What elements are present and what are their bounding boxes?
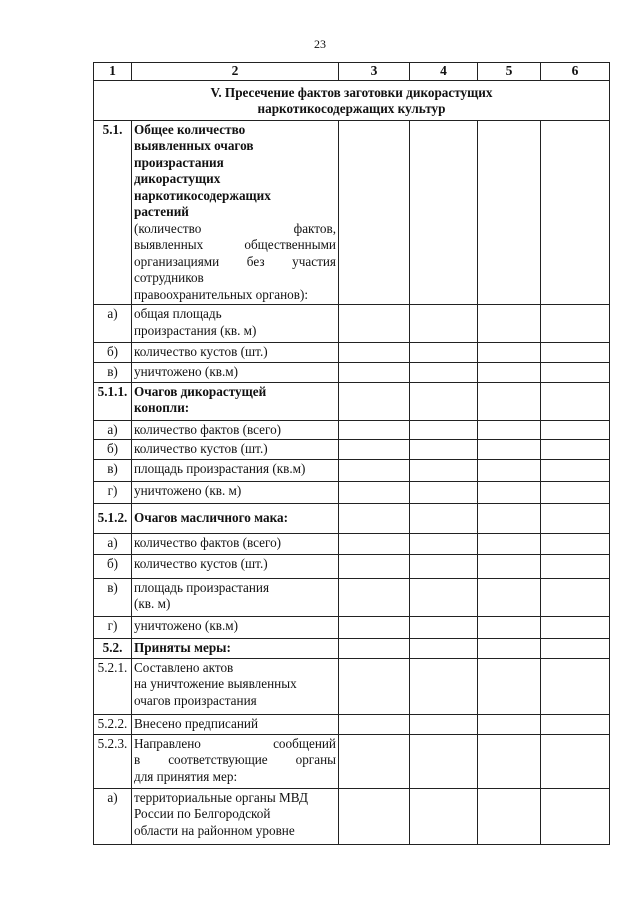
cell-empty — [478, 503, 541, 533]
row-number: а) — [94, 305, 132, 343]
row-number: в) — [94, 578, 132, 616]
cell-empty — [339, 554, 410, 578]
cell-empty — [478, 382, 541, 420]
row-label: Внесено предписаний — [132, 714, 339, 734]
row-number: 5.1.1. — [94, 382, 132, 420]
cell-empty — [410, 554, 478, 578]
cell-empty — [410, 343, 478, 363]
cell-empty — [339, 616, 410, 638]
row-label: уничтожено (кв. м) — [132, 481, 339, 503]
column-header-6: 6 — [541, 63, 610, 81]
cell-empty — [410, 305, 478, 343]
cell-empty — [339, 440, 410, 460]
row-label: площадь произрастания (кв.м) — [132, 459, 339, 481]
column-header-2: 2 — [132, 63, 339, 81]
cell-empty — [478, 120, 541, 305]
cell-empty — [478, 305, 541, 343]
cell-empty — [478, 638, 541, 658]
cell-empty — [478, 554, 541, 578]
table-row — [94, 533, 610, 554]
cell-empty — [541, 533, 610, 554]
cell-empty — [410, 382, 478, 420]
row-number: 5.1. — [94, 120, 132, 305]
row-number: в) — [94, 363, 132, 383]
row-number: 5.2. — [94, 638, 132, 658]
cell-empty — [541, 120, 610, 305]
table-row — [94, 503, 610, 533]
cell-empty — [339, 503, 410, 533]
row-number: 5.1.2. — [94, 503, 132, 533]
table-row — [94, 420, 610, 440]
table-row — [94, 788, 610, 844]
row-label: Приняты меры: — [132, 638, 339, 658]
row-number: г) — [94, 616, 132, 638]
table-row — [94, 658, 610, 714]
row-number: в) — [94, 459, 132, 481]
cell-empty — [410, 503, 478, 533]
table-row — [94, 616, 610, 638]
row-number: г) — [94, 481, 132, 503]
cell-empty — [478, 788, 541, 844]
row-number: 5.2.3. — [94, 734, 132, 788]
column-header-5: 5 — [478, 63, 541, 81]
table-row — [94, 481, 610, 503]
cell-empty — [478, 440, 541, 460]
row-label: Очагов дикорастущей конопли: — [132, 382, 339, 420]
cell-empty — [541, 714, 610, 734]
column-header-row — [94, 63, 610, 81]
cell-empty — [339, 638, 410, 658]
cell-empty — [541, 440, 610, 460]
cell-empty — [541, 363, 610, 383]
cell-empty — [478, 714, 541, 734]
cell-empty — [410, 788, 478, 844]
row-label: количество кустов (шт.) — [132, 440, 339, 460]
cell-empty — [541, 638, 610, 658]
cell-empty — [339, 305, 410, 343]
cell-empty — [478, 363, 541, 383]
cell-empty — [478, 658, 541, 714]
row-label: количество фактов (всего) — [132, 420, 339, 440]
cell-empty — [478, 481, 541, 503]
row-label: площадь произрастания (кв. м) — [132, 578, 339, 616]
row-number: а) — [94, 533, 132, 554]
row-label: количество кустов (шт.) — [132, 554, 339, 578]
cell-empty — [339, 420, 410, 440]
row-label: количество фактов (всего) — [132, 533, 339, 554]
table-row — [94, 734, 610, 788]
row-label: Общее количество выявленных очагов произрастания дикорастущих наркотикосодержащих растений (количество фактов, выявленных общественными организациями без участия сотрудников правоохранительных органов): — [132, 120, 339, 305]
row-label: территориальные органы МВД России по Белгородской области на районном уровне — [132, 788, 339, 844]
cell-empty — [541, 459, 610, 481]
cell-empty — [478, 734, 541, 788]
cell-empty — [339, 363, 410, 383]
cell-empty — [339, 533, 410, 554]
table-row — [94, 120, 610, 305]
cell-empty — [339, 788, 410, 844]
cell-empty — [410, 638, 478, 658]
table-row — [94, 305, 610, 343]
row-number: 5.2.1. — [94, 658, 132, 714]
row-number: а) — [94, 788, 132, 844]
cell-empty — [478, 459, 541, 481]
row-label: общая площадь произрастания (кв. м) — [132, 305, 339, 343]
page-number: 23 — [314, 37, 326, 51]
cell-empty — [541, 616, 610, 638]
cell-empty — [410, 420, 478, 440]
cell-empty — [339, 714, 410, 734]
cell-empty — [541, 578, 610, 616]
cell-empty — [541, 554, 610, 578]
table-row — [94, 343, 610, 363]
cell-empty — [410, 481, 478, 503]
row-number: 5.2.2. — [94, 714, 132, 734]
section-title-row — [94, 80, 610, 120]
cell-empty — [339, 459, 410, 481]
cell-empty — [339, 658, 410, 714]
table-row — [94, 363, 610, 383]
column-header-1: 1 — [94, 63, 132, 81]
cell-empty — [541, 734, 610, 788]
row-label: количество кустов (шт.) — [132, 343, 339, 363]
row-number: б) — [94, 440, 132, 460]
table-row — [94, 714, 610, 734]
row-number: б) — [94, 343, 132, 363]
row-label: Очагов масличного мака: — [132, 503, 339, 533]
cell-empty — [541, 658, 610, 714]
table-row — [94, 440, 610, 460]
cell-empty — [410, 578, 478, 616]
cell-empty — [410, 616, 478, 638]
cell-empty — [410, 658, 478, 714]
row-number: а) — [94, 420, 132, 440]
cell-empty — [410, 714, 478, 734]
cell-empty — [478, 343, 541, 363]
row-label: Направлено сообщений в соответствующие органы для принятия мер: — [132, 734, 339, 788]
cell-empty — [410, 120, 478, 305]
cell-empty — [339, 382, 410, 420]
cell-empty — [410, 533, 478, 554]
section-title: V. Пресечение фактов заготовки дикорастущих наркотикосодержащих культур — [94, 80, 610, 120]
cell-empty — [339, 481, 410, 503]
row-label: Составлено актов на уничтожение выявленных очагов произрастания — [132, 658, 339, 714]
cell-empty — [410, 363, 478, 383]
cell-empty — [410, 459, 478, 481]
report-table — [93, 62, 610, 845]
cell-empty — [541, 382, 610, 420]
cell-empty — [339, 578, 410, 616]
table-row — [94, 554, 610, 578]
cell-empty — [478, 578, 541, 616]
row-number: б) — [94, 554, 132, 578]
cell-empty — [339, 343, 410, 363]
cell-empty — [339, 120, 410, 305]
cell-empty — [410, 440, 478, 460]
cell-empty — [541, 503, 610, 533]
cell-empty — [541, 343, 610, 363]
cell-empty — [478, 420, 541, 440]
table-row — [94, 578, 610, 616]
row-label: уничтожено (кв.м) — [132, 363, 339, 383]
cell-empty — [339, 734, 410, 788]
column-header-3: 3 — [339, 63, 410, 81]
cell-empty — [541, 788, 610, 844]
column-header-4: 4 — [410, 63, 478, 81]
cell-empty — [410, 734, 478, 788]
row-label: уничтожено (кв.м) — [132, 616, 339, 638]
cell-empty — [541, 305, 610, 343]
cell-empty — [478, 616, 541, 638]
table-row — [94, 459, 610, 481]
cell-empty — [541, 420, 610, 440]
cell-empty — [478, 533, 541, 554]
table-row — [94, 638, 610, 658]
cell-empty — [541, 481, 610, 503]
table-row — [94, 382, 610, 420]
